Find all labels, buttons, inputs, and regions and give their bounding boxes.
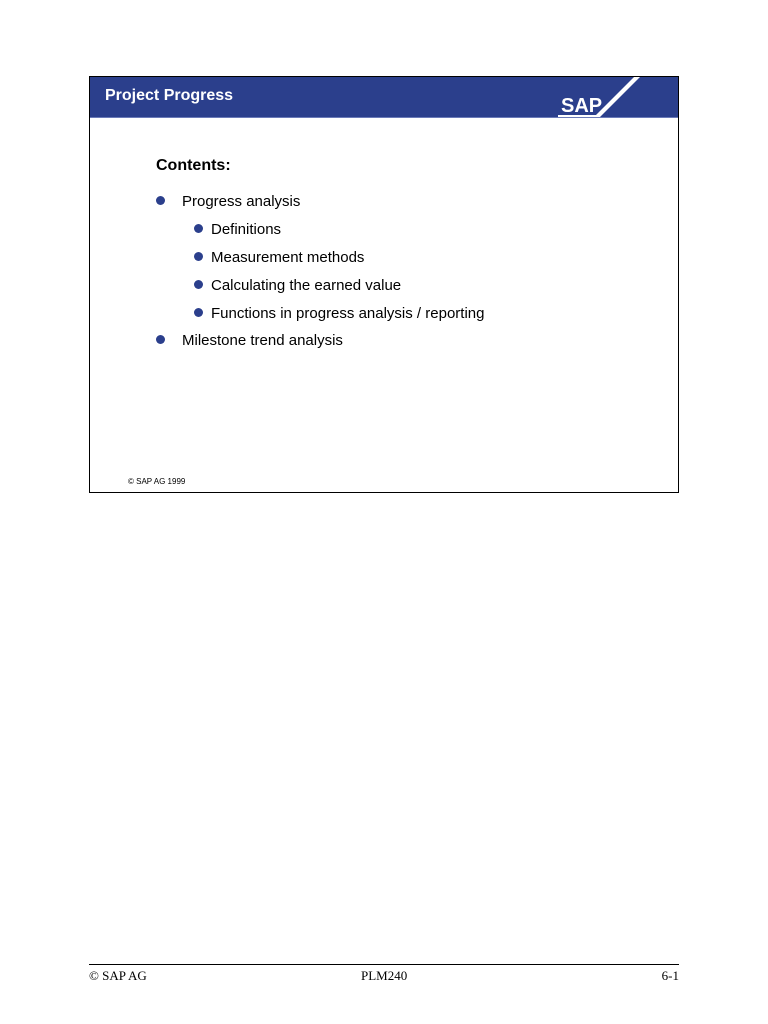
contents-heading: Contents: — [156, 157, 231, 174]
slide-copyright: © SAP AG 1999 — [128, 477, 186, 486]
title-bar — [90, 77, 678, 118]
slide-title: Project Progress — [105, 87, 234, 104]
bullet-text: Calculating the earned value — [211, 277, 402, 294]
bullet-dot-icon — [194, 308, 203, 317]
footer-center: PLM240 — [361, 968, 408, 983]
bullet-text: Definitions — [211, 221, 282, 238]
list-item — [194, 277, 401, 295]
list-item — [194, 305, 484, 323]
sap-logo-text: SAP — [561, 95, 603, 117]
footer-page-number: 6-1 — [661, 968, 679, 983]
list-item — [156, 332, 343, 350]
sap-logo — [558, 77, 680, 117]
bullet-text: Milestone trend analysis — [182, 332, 343, 349]
bullet-dot-icon — [156, 335, 165, 344]
bullet-dot-icon — [194, 252, 203, 261]
slide-frame — [89, 76, 679, 493]
bullet-dot-icon — [194, 224, 203, 233]
list-item — [156, 193, 300, 211]
bullet-dot-icon — [156, 196, 165, 205]
list-item — [194, 249, 364, 267]
list-item — [194, 221, 281, 239]
footer-left: © SAP AG — [89, 968, 147, 983]
bullet-text: Measurement methods — [211, 249, 365, 266]
bullet-text: Functions in progress analysis / reporting — [211, 305, 485, 322]
page-footer — [89, 964, 679, 985]
bullet-text: Progress analysis — [182, 193, 301, 210]
bullet-dot-icon — [194, 280, 203, 289]
